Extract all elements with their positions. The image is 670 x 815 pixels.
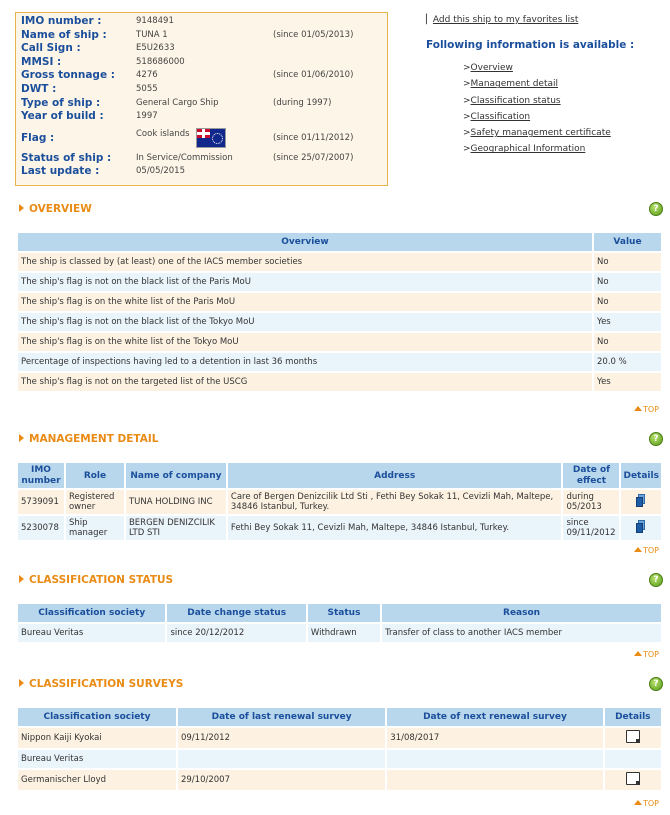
survey-details-cell — [605, 750, 661, 768]
surveys-top-link[interactable]: TOP — [634, 799, 659, 808]
cook-islands-flag-icon — [196, 128, 226, 148]
class-status-heading[interactable]: CLASSIFICATION STATUS — [19, 574, 173, 586]
section-arrow-icon — [19, 679, 24, 687]
value-cell: No — [594, 253, 661, 271]
management-top-link[interactable]: TOP — [634, 546, 659, 555]
date-cell: during 05/2013 — [563, 490, 619, 514]
last-renewal-cell: 09/11/2012 — [178, 728, 385, 748]
value-cell: No — [594, 293, 661, 311]
table-row — [18, 770, 661, 790]
callsign-label: Call Sign : — [21, 42, 81, 55]
overview-cell: The ship's flag is not on the black list of the Tokyo MoU — [18, 313, 592, 331]
table-row — [18, 624, 661, 642]
status-value: In Service/Commission — [136, 152, 233, 163]
society-col-header: Classification society — [18, 604, 165, 622]
overview-cell: The ship is classed by (at least) one of the IACS member societies — [18, 253, 592, 271]
chevron-right-icon: > — [463, 63, 471, 73]
ship-row-gross-tonnage — [21, 69, 353, 83]
management-heading[interactable]: MANAGEMENT DETAIL — [19, 433, 158, 445]
flag-value: Cook islands — [136, 128, 190, 139]
details-cell[interactable] — [621, 490, 661, 514]
imo-number-col-header: IMO number — [18, 463, 64, 488]
ship-info-panel — [15, 12, 388, 186]
management-header-row — [18, 463, 661, 488]
year-value: 1997 — [136, 111, 158, 122]
overview-top-link[interactable]: TOP — [634, 405, 659, 414]
overview-col-header: Overview — [18, 233, 592, 251]
value-cell: No — [594, 333, 661, 351]
surveys-heading[interactable]: CLASSIFICATION SURVEYS — [19, 678, 183, 690]
table-row — [18, 333, 661, 351]
chevron-right-icon: > — [463, 79, 471, 90]
mmsi-label: MMSI : — [21, 55, 62, 68]
status-cell: Withdrawn — [308, 624, 380, 642]
status-label: Status of ship : — [21, 151, 112, 164]
survey-details-cell[interactable] — [605, 770, 661, 790]
triangle-up-icon — [634, 800, 642, 805]
chevron-right-icon: > — [463, 144, 471, 155]
role-cell: Ship manager — [66, 516, 124, 540]
reason-cell: Transfer of class to another IACS member — [382, 624, 661, 642]
date-of-effect-col-header: Date of effect — [563, 463, 619, 488]
ship-row-year — [21, 110, 353, 124]
triangle-up-icon — [634, 547, 642, 552]
ship-row-imo — [21, 15, 353, 29]
next-renewal-cell — [387, 770, 602, 790]
company-details-icon[interactable] — [635, 520, 647, 534]
info-link-classification-status[interactable]: >Classification status — [463, 95, 561, 106]
class-status-top-link[interactable]: TOP — [634, 650, 659, 659]
value-cell: 20.0 % — [594, 353, 661, 371]
last-update-label: Last update : — [21, 165, 100, 178]
last-update-value: 05/05/2015 — [136, 166, 185, 177]
address-col-header: Address — [228, 463, 562, 488]
chevron-right-icon: > — [463, 95, 471, 106]
callsign-value: E5U2633 — [136, 43, 175, 54]
ship-row-dwt — [21, 83, 353, 97]
overview-heading[interactable]: OVERVIEW — [19, 203, 92, 215]
section-arrow-icon — [19, 434, 24, 442]
survey-details-cell[interactable] — [605, 728, 661, 748]
overview-table — [16, 231, 663, 393]
ship-row-name — [21, 29, 353, 43]
mmsi-value: 518686000 — [136, 56, 185, 67]
favorites-arrow-icon: ▏ — [426, 15, 433, 25]
value-cell: Yes — [594, 373, 661, 391]
overview-cell: Percentage of inspections having led to a detention in last 36 months — [18, 353, 592, 371]
overview-cell: The ship's flag is not on the targeted list of the USCG — [18, 373, 592, 391]
company-cell: BERGEN DENIZCILIK LTD STI — [126, 516, 226, 540]
address-cell: Fethi Bey Sokak 11, Cevizli Mah, Maltepe, 34846 Istanbul, Turkey. — [228, 516, 562, 540]
overview-help-icon[interactable]: ? — [649, 202, 663, 216]
company-cell: TUNA HOLDING INC — [126, 490, 226, 514]
last-renewal-cell: 29/10/2007 — [178, 770, 385, 790]
dwt-label: DWT : — [21, 82, 57, 95]
overview-cell: The ship's flag is on the white list of the Paris MoU — [18, 293, 592, 311]
status-col-header: Status — [308, 604, 380, 622]
next-renewal-cell — [387, 750, 602, 768]
imo-cell: 5230078 — [18, 516, 64, 540]
info-available-title: Following information is available : — [426, 39, 635, 51]
table-row — [18, 490, 661, 514]
table-row — [18, 750, 661, 768]
table-row — [18, 273, 661, 291]
society-cell: Bureau Veritas — [18, 624, 165, 642]
info-link-geographical[interactable]: >Geographical Information — [463, 144, 586, 155]
chevron-right-icon: > — [463, 111, 471, 122]
details-cell[interactable] — [621, 516, 661, 540]
flag-label: Flag : — [21, 131, 55, 144]
flag-since: (since 01/11/2012) — [273, 132, 354, 143]
survey-details-col-header: Details — [605, 708, 661, 726]
table-row — [18, 373, 661, 391]
role-cell: Registered owner — [66, 490, 124, 514]
type-label: Type of ship : — [21, 96, 101, 109]
table-row — [18, 728, 661, 748]
ship-row-last-update — [21, 165, 353, 179]
last-renewal-col-header: Date of last renewal survey — [178, 708, 385, 726]
mmsi-since — [273, 56, 353, 70]
last-renewal-cell — [178, 750, 385, 768]
ship-row-type — [21, 97, 353, 111]
info-link-overview[interactable]: >Overview — [463, 63, 513, 73]
surveys-help-icon[interactable]: ? — [649, 677, 663, 691]
next-renewal-col-header: Date of next renewal survey — [387, 708, 602, 726]
company-details-icon[interactable] — [635, 494, 647, 508]
triangle-up-icon — [634, 406, 642, 411]
value-col-header: Value — [594, 233, 661, 251]
gross-tonnage-label: Gross tonnage : — [21, 69, 115, 82]
date-change-col-header: Date change status — [167, 604, 305, 622]
value-cell: Yes — [594, 313, 661, 331]
next-renewal-cell: 31/08/2017 — [387, 728, 602, 748]
document-icon[interactable] — [626, 730, 640, 743]
class-status-table — [16, 602, 663, 644]
table-row — [18, 253, 661, 271]
ship-row-status — [21, 152, 353, 166]
management-help-icon[interactable]: ? — [649, 432, 663, 446]
name-label: Name of ship : — [21, 28, 107, 41]
date-cell: since 09/11/2012 — [563, 516, 619, 540]
triangle-up-icon — [634, 651, 642, 656]
add-to-favorites-label: Add this ship to my favorites list — [432, 15, 579, 25]
dwt-value: 5055 — [136, 83, 158, 94]
info-link-management-detail[interactable]: >Management detail — [463, 79, 558, 90]
gross-tonnage-value: 4276 — [136, 70, 158, 81]
class-status-help-icon[interactable]: ? — [649, 573, 663, 587]
year-since — [273, 110, 353, 124]
table-row — [18, 516, 661, 540]
ship-info-table — [21, 15, 353, 179]
chevron-right-icon: > — [463, 128, 471, 139]
imo-value: 9148491 — [136, 16, 174, 26]
flag-value-cell — [136, 124, 273, 152]
section-arrow-icon — [19, 204, 24, 212]
details-col-header: Details — [621, 463, 661, 488]
status-since: (since 25/07/2007) — [273, 152, 354, 163]
ship-row-callsign — [21, 42, 353, 56]
callsign-since — [273, 42, 353, 56]
table-row — [18, 353, 661, 371]
year-label: Year of build : — [21, 110, 104, 123]
address-cell: Care of Bergen Denizcilik Ltd Sti , Fethi Bey Sokak 11, Cevizli Mah, Maltepe, 34846 Istanbul, Turkey. — [228, 490, 562, 514]
info-link-safety-management[interactable]: >Safety management certificate — [463, 128, 611, 139]
surveys-table — [16, 706, 663, 792]
overview-cell: The ship's flag is on the white list of the Tokyo MoU — [18, 333, 592, 351]
survey-society-cell: Nippon Kaiji Kyokai — [18, 728, 176, 748]
role-col-header: Role — [66, 463, 124, 488]
table-row — [18, 313, 661, 331]
ship-row-flag — [21, 124, 353, 152]
imo-label: IMO number : — [21, 15, 102, 27]
gross-tonnage-since: (since 01/06/2010) — [273, 70, 354, 81]
section-arrow-icon — [19, 575, 24, 583]
dwt-since — [273, 83, 353, 97]
info-link-classification[interactable]: >Classification — [463, 111, 531, 122]
name-since: (since 01/05/2013) — [273, 29, 354, 40]
add-to-favorites-link[interactable] — [426, 15, 578, 25]
date-change-cell: since 20/12/2012 — [167, 624, 305, 642]
type-value: General Cargo Ship — [136, 97, 219, 108]
management-table — [16, 461, 663, 542]
imo-since — [273, 15, 353, 29]
company-col-header: Name of company — [126, 463, 226, 488]
survey-society-cell: Germanischer Lloyd — [18, 770, 176, 790]
class-status-header-row — [18, 604, 661, 622]
surveys-header-row — [18, 708, 661, 726]
value-cell: No — [594, 273, 661, 291]
overview-cell: The ship's flag is not on the black list of the Paris MoU — [18, 273, 592, 291]
type-since: (during 1997) — [273, 97, 332, 108]
table-row — [18, 293, 661, 311]
name-value: TUNA 1 — [136, 29, 168, 40]
overview-header-row — [18, 233, 661, 251]
reason-col-header: Reason — [382, 604, 661, 622]
imo-cell: 5739091 — [18, 490, 64, 514]
survey-society-col-header: Classification society — [18, 708, 176, 726]
document-icon[interactable] — [626, 772, 640, 785]
survey-society-cell: Bureau Veritas — [18, 750, 176, 768]
ship-row-mmsi — [21, 56, 353, 70]
info-links-list — [463, 63, 611, 161]
